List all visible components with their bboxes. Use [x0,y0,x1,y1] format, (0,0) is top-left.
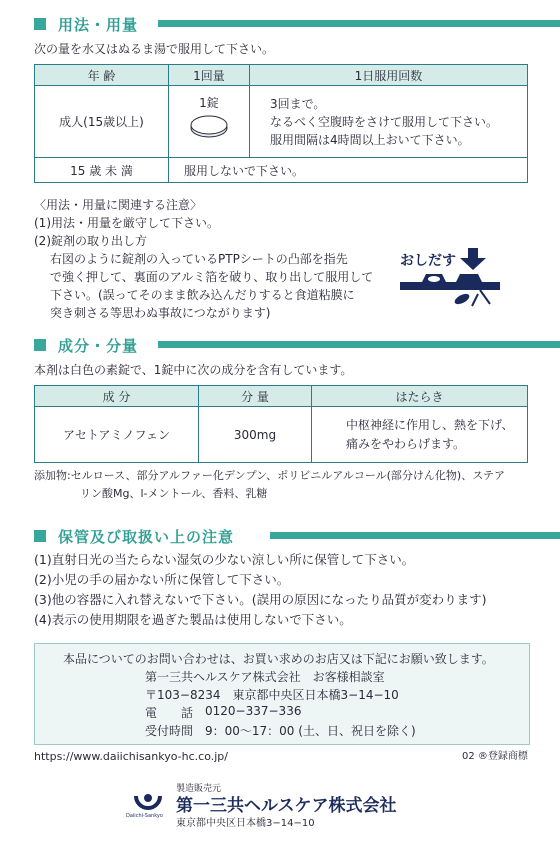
ingredient-name: アセトアミノフェン [35,407,199,463]
company-url[interactable]: https://www.daiichisankyo-hc.co.jp/ [34,750,228,763]
storage-item: (3)他の容器に入れ替えないで下さい。(誤用の原因になったり品質が変わります) [34,592,487,607]
press-label: おしだす [400,253,456,269]
storage-heading-text: 保管及び取扱い上の注意 [58,527,235,546]
storage-heading-bar [270,532,560,539]
usage-age-child: 15 歳 未 満 [35,158,169,183]
usage-th-dose: 1回量 [169,65,250,86]
usage-note-2-line: 右図のように錠剤の入っているPTPシートの凸部を指先 [50,252,348,266]
maker-address: 東京都中央区日本橋3−14−10 [176,818,315,829]
usage-th-times: 1日服用回数 [250,65,528,86]
usage-dose: 1錠 [199,95,219,110]
usage-note-1: (1)用法・用量を厳守して下さい。 [34,216,219,230]
registered-trademark-note: 02 ®登録商標 [462,751,528,762]
usage-heading [34,14,138,34]
contact-address: 〒103−8234 東京都中央区日本橋3−14−10 [145,688,399,702]
ingredients-th-effect: はたらき [312,386,528,407]
usage-note-2-line: 突き刺さる等思わぬ事故につながります) [50,306,271,320]
usage-intro: 次の量を水又はぬるま湯で服用して下さい。 [34,42,275,56]
daiichi-sankyo-logo-icon [134,788,162,814]
heading-square-icon [34,530,46,542]
ingredients-th-name: 成 分 [35,386,199,407]
ingredients-table [34,385,528,463]
ingredients-th-amount: 分 量 [199,386,312,407]
tablet-falling-icon [453,292,471,307]
usage-times-cell [250,86,528,158]
ingredients-heading-text: 成分・分量 [58,336,139,355]
usage-heading-text: 用法・用量 [58,15,139,34]
contact-phone: 0120−337−336 [205,704,302,718]
ingredient-effect-cell [312,407,528,463]
contact-intro: 本品についてのお問い合わせは、お買い求めのお店又は下記にお願い致します。 [63,652,494,666]
contact-hours-label: 受付時間 [145,724,194,738]
ptp-sheet-icon [400,274,500,290]
usage-dose-cell [169,86,250,158]
ptp-press-illustration [398,246,502,310]
logo-text: Daiichi-Sankyo [126,813,163,819]
maker-role: 製造販売元 [176,784,222,794]
usage-child-note: 服用しないで下さい。 [169,158,528,183]
down-arrow-icon [460,248,486,270]
usage-age-adult: 成人(15歳以上) [35,86,169,158]
ingredients-heading [34,335,138,355]
usage-note-2-line: 下さい。(誤ってそのまま飲み込んだりすると食道粘膜に [50,288,355,302]
additives-line: 添加物:セルロース、部分アルファー化デンプン、ポリビニルアルコール(部分けん化物)、ステア [34,469,505,482]
ingredients-heading-bar [158,341,560,348]
contact-box [34,643,530,745]
contact-company-desk: 第一三共ヘルスケア株式会社 お客様相談室 [145,670,385,684]
heading-square-icon [34,339,46,351]
maker-name: 第一三共ヘルスケア株式会社 [176,796,397,816]
usage-note-2: (2)錠剤の取り出し方 [34,234,147,248]
usage-times-line: なるべく空腹時をさけて服用して下さい。 [270,114,499,129]
usage-times-line: 服用間隔は4時間以上おいて下さい。 [270,132,470,147]
usage-note-2-line: で強く押して、裏面のアルミ箔を破り、取り出して服用して [50,270,374,284]
contact-phone-label: 電 話 [145,706,194,720]
storage-heading [34,526,234,546]
ingredients-intro: 本剤は白色の素錠で、1錠中に次の成分を含有しています。 [34,363,353,377]
heading-square-icon [34,18,46,30]
tablet-icon [186,111,232,141]
usage-times-line: 3回まで。 [270,96,326,111]
additives-line: リン酸Mg、l-メントール、香料、乳糖 [80,487,268,500]
ingredient-effect-line: 中枢神経に作用し、熱を下げ、 [346,417,514,432]
usage-notes-title: 〈用法・用量に関連する注意〉 [34,198,203,212]
usage-heading-bar [158,20,560,27]
storage-item: (4)表示の使用期限を過ぎた製品は使用しないで下さい。 [34,612,352,627]
contact-hours: 9：00〜17：00 (土、日、祝日を除く) [205,724,416,738]
storage-item: (2)小児の手の届かない所に保管して下さい。 [34,572,290,587]
usage-table [34,64,528,183]
ingredient-effect-line: 痛みをやわらげます。 [346,436,466,451]
storage-item: (1)直射日光の当たらない湿気の少ない涼しい所に保管して下さい。 [34,552,415,567]
usage-th-age: 年 齢 [35,65,169,86]
ingredient-amount: 300mg [199,407,312,463]
